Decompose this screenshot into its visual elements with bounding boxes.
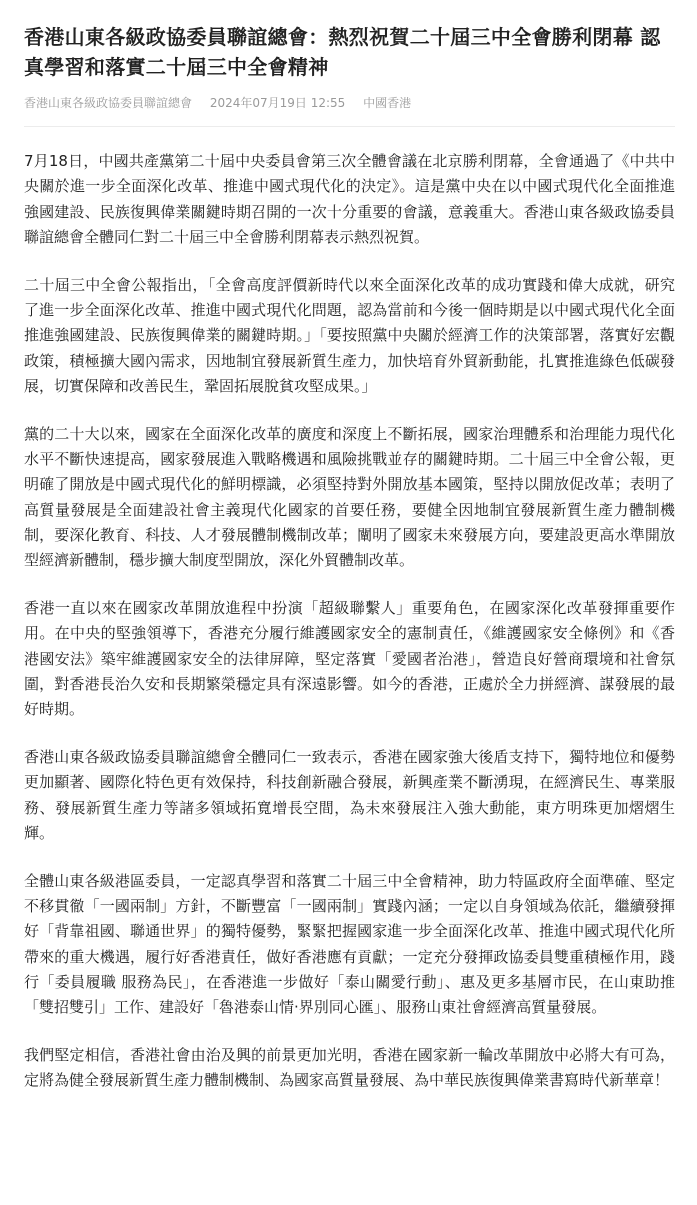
article-paragraph: 全體山東各級港區委員，一定認真學習和落實二十屆三中全會精神，助力特區政府全面準確、堅定不移貫徹「一國兩制」方針，不斷豐富「一國兩制」實踐內涵；一定以自身領域為依託，繼續發揮好「背靠祖國、聯通世界」的獨特優勢，緊緊把握國家進一步全面深化改革、推進中國式現代化所帶來的重大機遇，履行好香港責任，做好香港應有貢獻；一定充分發揮政協委員雙重積極作用，踐行「委員履職 服務為民」，在香港進一步做好「泰山關愛行動」、惠及更多基層市民，在山東助推「雙招雙引」工作、建設好「魯港泰山情·界別同心匯」、服務山東社會經濟高質量發展。 <box>24 871 675 1017</box>
meta-divider <box>24 126 675 127</box>
article-title: 香港山東各級政協委員聯誼總會：熱烈祝賀二十屆三中全會勝利閉幕 認真學習和落實二十屆三中全會精神 <box>24 25 661 79</box>
article-paragraph: 香港山東各級政協委員聯誼總會全體同仁一致表示，香港在國家強大後盾支持下，獨特地位和優勢更加顯著、國際化特色更有效保持，科技創新融合發展，新興產業不斷湧現，在經濟民生、專業服務、發展新質生產力等諸多領域拓寬增長空間，為未來發展注入強大動能，東方明珠更加熠熠生輝。 <box>24 747 675 842</box>
article-paragraph: 我們堅定相信，香港社會由治及興的前景更加光明，香港在國家新一輪改革開放中必將大有可為，定將為健全發展新質生產力體制機制、為國家高質量發展、為中華民族復興偉業書寫時代新華章！ <box>24 1045 675 1090</box>
article-datetime: 2024年07月19日 12:55 <box>209 96 346 110</box>
article-paragraph: 7月18日，中國共產黨第二十屆中央委員會第三次全體會議在北京勝利閉幕，全會通過了《中共中央關於進一步全面深化改革、推進中國式現代化的決定》。這是黨中央在以中國式現代化全面推進強國建設、民族復興偉業關鍵時期召開的一次十分重要的會議，意義重大。香港山東各級政協委員聯誼總會全體同仁對二十屆三中全會勝利閉幕表示熱烈祝賀。 <box>24 152 675 246</box>
article-paragraph: 香港一直以來在國家改革開放進程中扮演「超級聯繫人」重要角色，在國家深化改革發揮重要作用。在中央的堅強領導下，香港充分履行維護國家安全的憲制責任，《維護國家安全條例》和《香港國安法》築牢維護國家安全的法律屏障，堅定落實「愛國者治港」，營造良好營商環境和社會氛圍，對香港長治久安和長期繁榮穩定具有深遠影響。如今的香港，正處於全力拼經濟、謀發展的最好時期。 <box>24 598 675 719</box>
article-paragraph: 二十屆三中全會公報指出，「全會高度評價新時代以來全面深化改革的成功實踐和偉大成就，研究了進一步全面深化改革、推進中國式現代化問題，認為當前和今後一個時期是以中國式現代化全面推進強國建設、民族復興偉業的關鍵時期。」「要按照黨中央關於經濟工作的決策部署，落實好宏觀政策，積極擴大國內需求，因地制宜發展新質生產力，加快培育外貿新動能，扎實推進綠色低碳發展，切實保障和改善民生，鞏固拓展脫貧攻堅成果。」 <box>24 275 675 395</box>
article-meta <box>24 94 675 112</box>
article-paragraph: 黨的二十大以來，國家在全面深化改革的廣度和深度上不斷拓展，國家治理體系和治理能力現代化水平不斷快速提高，國家發展進入戰略機遇和風險挑戰並存的關鍵時期。二十屆三中全會公報，更明確了開放是中國式現代化的鮮明標識，必須堅持對外開放基本國策，堅持以開放促改革；表明了高質量發展是全面建設社會主義現代化國家的首要任務，要健全因地制宜發展新質生產力體制機制，要深化教育、科技、人才發展體制機制改革；闡明了國家未來發展方向，要建設更高水準開放型經濟新體制，穩步擴大制度型開放，深化外貿體制改革。 <box>24 424 675 570</box>
article-body <box>24 149 675 1094</box>
article-location: 中國香港 <box>363 96 412 110</box>
article-author[interactable]: 香港山東各級政協委員聯誼總會 <box>24 96 193 110</box>
